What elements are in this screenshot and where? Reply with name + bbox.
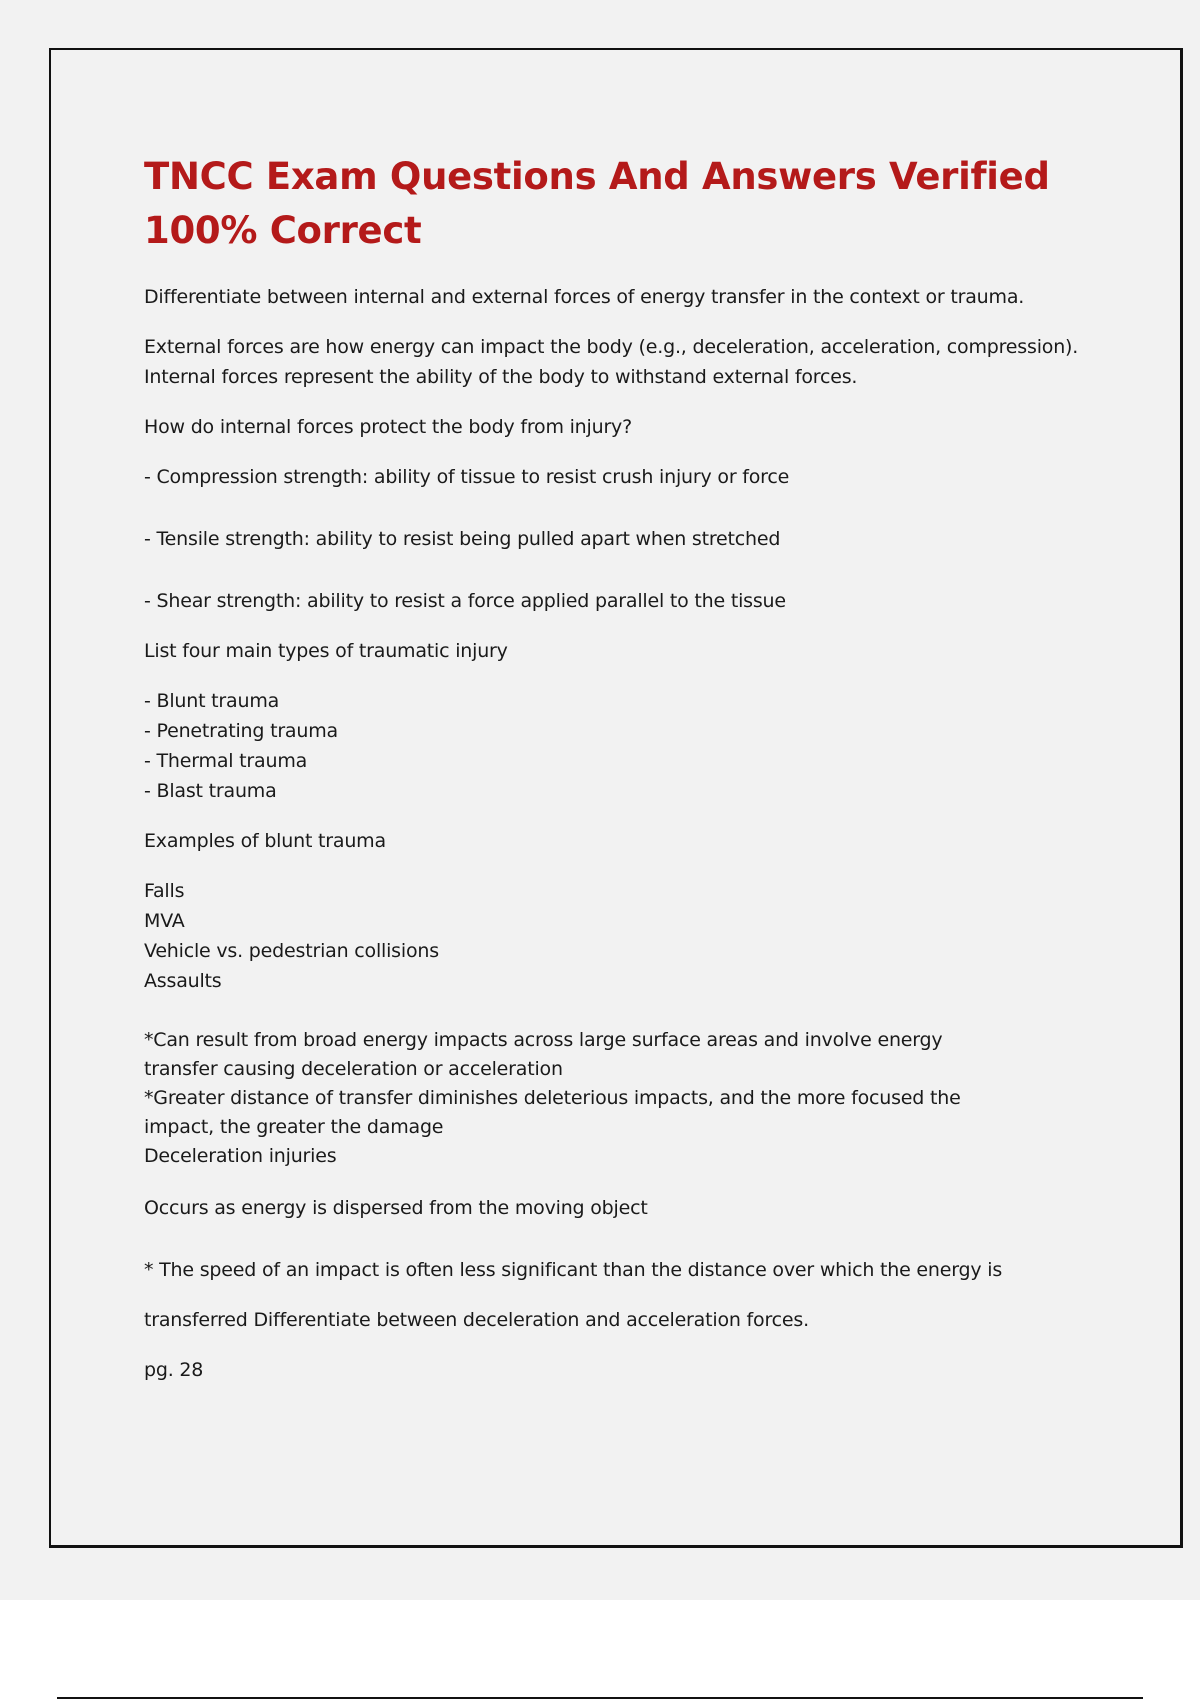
note-line: *Greater distance of transfer diminishes deleterious impacts, and the more focused the: [144, 1087, 961, 1109]
answer-5-note-line-1: * The speed of an impact is often less significant than the distance over which the energy is: [144, 1259, 1003, 1281]
list-item: - Penetrating trauma: [144, 720, 338, 742]
document-content: [144, 150, 1084, 1405]
question-1: Differentiate between internal and external forces of energy transfer in the context or trauma.: [144, 286, 1025, 308]
list-item: - Blunt trauma: [144, 690, 280, 712]
answer-1: External forces are how energy can impact the body (e.g., deceleration, acceleration, compression). Internal forces represent the ability of the body to withstand external forces.: [144, 336, 1079, 388]
bottom-divider: [57, 1697, 1143, 1699]
answer-5-note-line-2: transferred Differentiate between deceleration and acceleration forces.: [144, 1309, 809, 1331]
list-item: - Blast trauma: [144, 780, 277, 802]
answer-4-list: [144, 876, 1084, 996]
list-item: - Thermal trauma: [144, 750, 308, 772]
note-line: transfer causing deceleration or acceleration: [144, 1058, 563, 1080]
page-number: pg. 28: [144, 1359, 204, 1381]
question-2: How do internal forces protect the body from injury?: [144, 416, 632, 438]
question-3: List four main types of traumatic injury: [144, 640, 508, 662]
answer-2-item: - Compression strength: ability of tissue to resist crush injury or force: [144, 466, 790, 488]
note-line: *Can result from broad energy impacts across large surface areas and involve energy: [144, 1029, 943, 1051]
answer-5: Occurs as energy is dispersed from the moving object: [144, 1197, 648, 1219]
list-item: Falls: [144, 880, 185, 902]
question-4: Examples of blunt trauma: [144, 830, 386, 852]
document-title: TNCC Exam Questions And Answers Verified 100% Correct: [144, 155, 1050, 252]
answer-2-item: - Shear strength: ability to resist a force applied parallel to the tissue: [144, 590, 786, 612]
answer-2-item: - Tensile strength: ability to resist being pulled apart when stretched: [144, 528, 781, 550]
list-item: MVA: [144, 910, 185, 932]
list-item: Vehicle vs. pedestrian collisions: [144, 940, 439, 962]
list-item: Assaults: [144, 970, 222, 992]
answer-3-list: [144, 686, 1084, 806]
note-line: Deceleration injuries: [144, 1145, 337, 1167]
blunt-trauma-notes: [144, 1026, 1084, 1171]
note-line: impact, the greater the damage: [144, 1116, 444, 1138]
